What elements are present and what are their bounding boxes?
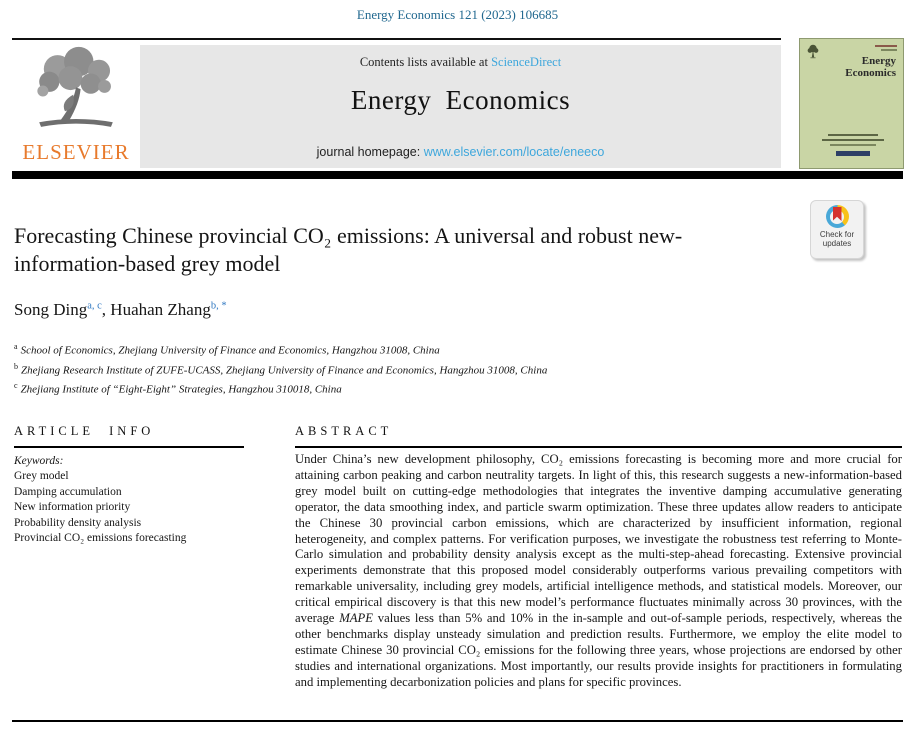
header-top-rule (12, 38, 781, 40)
check-for-updates-label: Check for updates (819, 230, 855, 248)
affiliation-line: $^c$ Zhejiang Institute of “Eight-Eight” Strategies, Hangzhou 310018, China (14, 381, 342, 396)
cover-sciencedirect-mark (836, 151, 870, 156)
journal-citation-link[interactable]: Energy Economics 121 (2023) 106685 (356, 7, 559, 22)
keyword-item: Damping accumulation (14, 485, 122, 498)
keyword-item: Grey model (14, 470, 69, 483)
abstract-text: Under China’s new development philosophy, CO₂ emissions forecasting is becoming more and more crucial for attaining carbon peaking and carbon neutrality targets. In light of this, this research suggests a new-information-based grey model built on cutting-edge methodologies that integrates the inventive damping accumulative generating operator, the data smoothing index, and particle swarm optimization. These three updates allow readers to anticipate the Chinese 30 provincial carbon emissions, which are characterized by insufficient information, regional heterogeneity, and complex patterns. For verification purposes, we investigate the robustness test referring to Monte-Carlo simulation and probability density analysis except as the multi-step-ahead forecasting. Extensive provincial experiments demonstrate that this proposed model considerably outperforms various prevailing competitors with remarkable universality, including grey models, artificial intelligence methods, and statistical models. Moreover, our critical empirical discovery is that this new model’s performance fluctuates minimally across 30 provinces, with the average MAPE values less than 5% and 10% in the in-sample and out-of-sample periods, respectively, whereas the other benchmarks display unsteady simulation and prediction results. Furthermore, we employ the elite model to estimate Chinese 30 provincial CO₂ emissions for the following three years, whose projections are endorsed by other studies and international organizations. Most importantly, our results provide insights for practitioners in formulating and implementing decarbonization policies and plans for specific provinces. (295, 452, 902, 689)
author-name: Song Ding (14, 300, 88, 319)
page-bottom-rule (12, 720, 903, 722)
keyword-item: Probability density analysis (14, 516, 142, 529)
author-affiliation-sup[interactable]: a, c (87, 300, 102, 312)
sciencedirect-link[interactable]: ScienceDirect (491, 55, 562, 69)
crossmark-icon (826, 205, 849, 228)
contents-prefix: Contents lists available at (359, 55, 492, 69)
check-for-updates-badge[interactable] (810, 200, 864, 259)
journal-cover-thumbnail[interactable] (799, 38, 904, 169)
article-title: Forecasting Chinese provincial CO₂ emissions: A universal and robust new-information-based grey model (14, 223, 683, 276)
affiliation-line: $^b$ Zhejiang Research Institute of ZUFE-UCASS, Zhejiang University of Finance and Economics, Hangzhou 31008, China (14, 361, 548, 377)
abstract-header: ABSTRACT (295, 424, 393, 438)
abstract-rule (295, 446, 902, 448)
cover-issn-text (875, 45, 897, 47)
keywords-label: Keywords: (14, 455, 64, 467)
cover-journal-title: Energy Economics (845, 55, 896, 79)
author-name: Huahan Zhang (110, 300, 211, 319)
affiliation-line: $^a$ School of Economics, Zhejiang University of Finance and Economics, Hangzhou 31008, China (14, 342, 440, 357)
cover-tree-icon (806, 43, 820, 61)
keyword-item: New information priority (14, 501, 131, 514)
cover-footer-text (822, 139, 884, 141)
author-list (14, 300, 227, 320)
homepage-prefix: journal homepage: (316, 145, 424, 159)
author-separator: , (101, 300, 111, 319)
affiliation-list (14, 339, 547, 398)
elsevier-tree-icon (20, 45, 132, 137)
article-info-rule (14, 446, 244, 448)
mape-term: MAPE (339, 611, 374, 626)
elsevier-logo[interactable] (14, 45, 138, 167)
cover-footer-text (828, 134, 878, 136)
cover-issue-text (881, 49, 897, 51)
journal-banner (140, 45, 781, 168)
author-affiliation-sup[interactable]: b, * (210, 300, 227, 312)
article-info-header: ARTICLE INFO (14, 424, 155, 438)
masthead-bottom-bar (12, 171, 903, 179)
keyword-item: Provincial CO₂ emissions forecasting (14, 532, 187, 545)
homepage-line (140, 145, 781, 159)
journal-title: Energy Economics (350, 85, 571, 115)
contents-line (140, 55, 781, 70)
keywords-block (14, 454, 264, 546)
cover-footer-text (830, 144, 876, 146)
journal-homepage-link[interactable]: www.elsevier.com/locate/eneeco (423, 145, 605, 159)
elsevier-wordmark: ELSEVIER (22, 140, 130, 164)
